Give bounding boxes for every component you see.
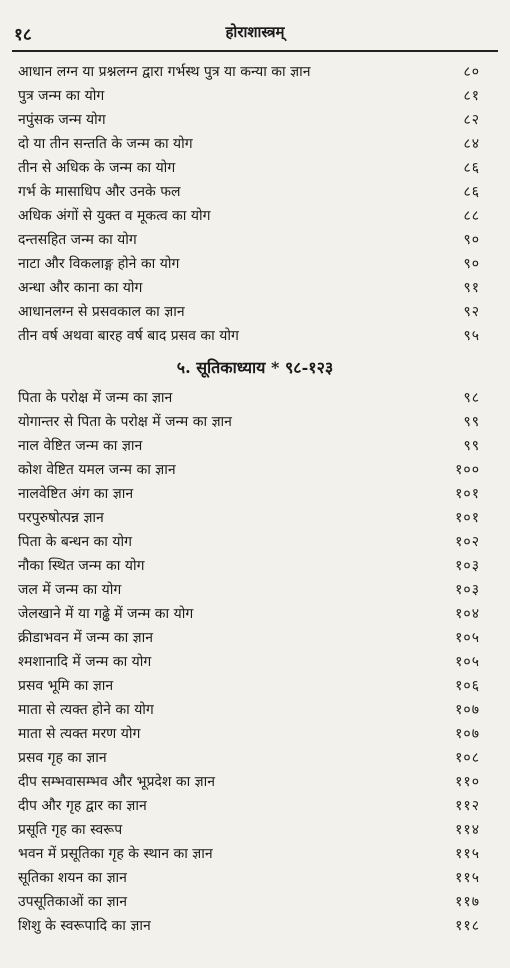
toc-entry-page: ९१	[463, 280, 480, 296]
toc-entry-page: १०१	[455, 510, 480, 526]
toc-entry-page: ८६	[463, 184, 480, 200]
toc-entry	[0, 842, 510, 866]
chapter-heading: ५. सूतिकाध्याय * ९८-१२३	[176, 358, 334, 377]
toc-entry	[0, 410, 510, 434]
toc-entry-title: दीप और गृह द्वार का ज्ञान	[18, 798, 147, 814]
toc-entry-title: नालवेष्टित अंग का ज्ञान	[18, 486, 134, 502]
toc-entry-title: नाटा और विकलाङ्ग होने का योग	[18, 256, 180, 272]
toc-entry-page: ८८	[463, 208, 480, 224]
toc-entry-page: १०१	[455, 486, 480, 502]
toc-entry-title: परपुरुषोत्पन्न ज्ञान	[18, 510, 104, 526]
toc-entry-title: नौका स्थित जन्म का योग	[18, 558, 145, 574]
toc-entry	[0, 482, 510, 506]
toc-entry	[0, 60, 510, 84]
toc-entry-page: १०६	[455, 678, 480, 694]
toc-entry-title: माता से त्यक्त होने का योग	[18, 702, 154, 718]
toc-entry-page: १०३	[455, 582, 480, 598]
toc-entry	[0, 674, 510, 698]
toc-entry-title: प्रसूति गृह का स्वरूप	[18, 822, 123, 838]
toc-entry-title: पिता के परोक्ष में जन्म का ज्ञान	[18, 390, 173, 406]
toc-entry-page: १०८	[455, 750, 480, 766]
toc-entry-title: पिता के बन्धन का योग	[18, 534, 132, 550]
toc-entry-title: तीन से अधिक के जन्म का योग	[18, 160, 176, 176]
toc-entry-title: सूतिका शयन का ज्ञान	[18, 870, 127, 886]
toc-entry	[0, 228, 510, 252]
toc-entry	[0, 602, 510, 626]
toc-entry-title: दो या तीन सन्तति के जन्म का योग	[18, 136, 193, 152]
toc-entry	[0, 156, 510, 180]
toc-entry-title: शिशु के स्वरूपादि का ज्ञान	[18, 918, 151, 934]
running-title: होराशास्त्रम्	[225, 23, 285, 41]
toc-entry-title: श्मशानादि में जन्म का योग	[18, 654, 152, 670]
toc-entry-page: १०४	[455, 606, 480, 622]
toc-entry-page: ११५	[455, 846, 480, 862]
toc-entry-page: १०५	[455, 654, 480, 670]
toc-entry-page: ९०	[463, 256, 480, 272]
toc-entry-page: ११८	[455, 918, 480, 934]
toc-entry-title: दीप सम्भवासम्भव और भूप्रदेश का ज्ञान	[18, 774, 216, 790]
toc-entry-title: कोश वेष्टित यमल जन्म का ज्ञान	[18, 462, 176, 478]
toc-entry	[0, 458, 510, 482]
toc-entry	[0, 530, 510, 554]
toc-entry	[0, 434, 510, 458]
toc-entry-page: ८०	[463, 64, 480, 80]
toc-entry	[0, 84, 510, 108]
toc-entry-title: दन्तसहित जन्म का योग	[18, 232, 137, 248]
header-rule	[12, 50, 498, 52]
toc-entry	[0, 386, 510, 410]
toc-entry-page: १०५	[455, 630, 480, 646]
toc-entry-page: ८२	[463, 112, 480, 128]
toc-entry-title: प्रसव भूमि का ज्ञान	[18, 678, 114, 694]
toc-entry	[0, 578, 510, 602]
toc-entry-page: ११२	[455, 798, 480, 814]
toc-entry-title: अन्धा और काना का योग	[18, 280, 143, 296]
toc-entry-title: नपुंसक जन्म योग	[18, 112, 106, 128]
toc-entry-title: भवन में प्रसूतिका गृह के स्थान का ज्ञान	[18, 846, 213, 862]
toc-entry	[0, 746, 510, 770]
toc-entry-page: ८१	[463, 88, 480, 104]
toc-entry	[0, 914, 510, 938]
toc-entry	[0, 818, 510, 842]
toc-entry-page: ११७	[455, 894, 480, 910]
toc-entry	[0, 276, 510, 300]
toc-entry	[0, 794, 510, 818]
toc-entry-page: १०२	[455, 534, 480, 550]
toc-entry-page: ९०	[463, 232, 480, 248]
toc-entry-page: ९२	[463, 304, 480, 320]
toc-entry-page: ९५	[463, 328, 480, 344]
toc-entry-title: योगान्तर से पिता के परोक्ष में जन्म का ज्ञान	[18, 414, 232, 430]
toc-entry	[0, 180, 510, 204]
toc-entry-page: ८६	[463, 160, 480, 176]
toc-entry	[0, 890, 510, 914]
toc-entry	[0, 300, 510, 324]
toc-entry-page: ११५	[455, 870, 480, 886]
toc-entry	[0, 506, 510, 530]
toc-entry-page: ९९	[463, 414, 480, 430]
toc-entry-title: जेलखाने में या गढ्ढे में जन्म का योग	[18, 606, 194, 622]
toc-entry-page: ८४	[463, 136, 480, 152]
toc-entry	[0, 626, 510, 650]
page-number: १८	[14, 25, 32, 45]
toc-entry-title: अधिक अंगों से युक्त व मूकत्व का योग	[18, 208, 211, 224]
toc-entry	[0, 108, 510, 132]
toc-entry-title: पुत्र जन्म का योग	[18, 88, 105, 104]
toc-entry	[0, 204, 510, 228]
toc-entry-title: उपसूतिकाओं का ज्ञान	[18, 894, 128, 910]
toc-entry-title: गर्भ के मासाधिप और उनके फल	[18, 184, 181, 200]
toc-entry-title: माता से त्यक्त मरण योग	[18, 726, 141, 742]
toc-entry-page: १०३	[455, 558, 480, 574]
toc-entry-title: नाल वेष्टित जन्म का ज्ञान	[18, 438, 143, 454]
contents-list-2	[0, 386, 510, 938]
toc-entry	[0, 866, 510, 890]
toc-entry-page: ९९	[463, 438, 480, 454]
toc-entry-title: आधान लग्न या प्रश्नलग्न द्वारा गर्भस्थ पुत्र या कन्या का ज्ञान	[18, 64, 311, 80]
toc-entry	[0, 324, 510, 348]
toc-entry-title: जल में जन्म का योग	[18, 582, 122, 598]
toc-entry-title: प्रसव गृह का ज्ञान	[18, 750, 107, 766]
toc-entry	[0, 698, 510, 722]
toc-entry	[0, 132, 510, 156]
toc-entry	[0, 770, 510, 794]
toc-entry	[0, 252, 510, 276]
page-header	[0, 22, 510, 46]
toc-entry-title: आधानलग्न से प्रसवकाल का ज्ञान	[18, 304, 185, 320]
toc-entry-title: तीन वर्ष अथवा बारह वर्ष बाद प्रसव का योग	[18, 328, 239, 344]
toc-entry	[0, 722, 510, 746]
toc-entry-page: ११४	[455, 822, 480, 838]
contents-list-1	[0, 60, 510, 348]
toc-entry	[0, 554, 510, 578]
toc-entry-page: ११०	[455, 774, 480, 790]
toc-entry-title: क्रीडाभवन में जन्म का ज्ञान	[18, 630, 154, 646]
toc-entry-page: १०७	[455, 726, 480, 742]
toc-entry-page: १००	[455, 462, 480, 478]
toc-entry-page: १०७	[455, 702, 480, 718]
toc-entry	[0, 650, 510, 674]
toc-entry-page: ९८	[463, 390, 480, 406]
